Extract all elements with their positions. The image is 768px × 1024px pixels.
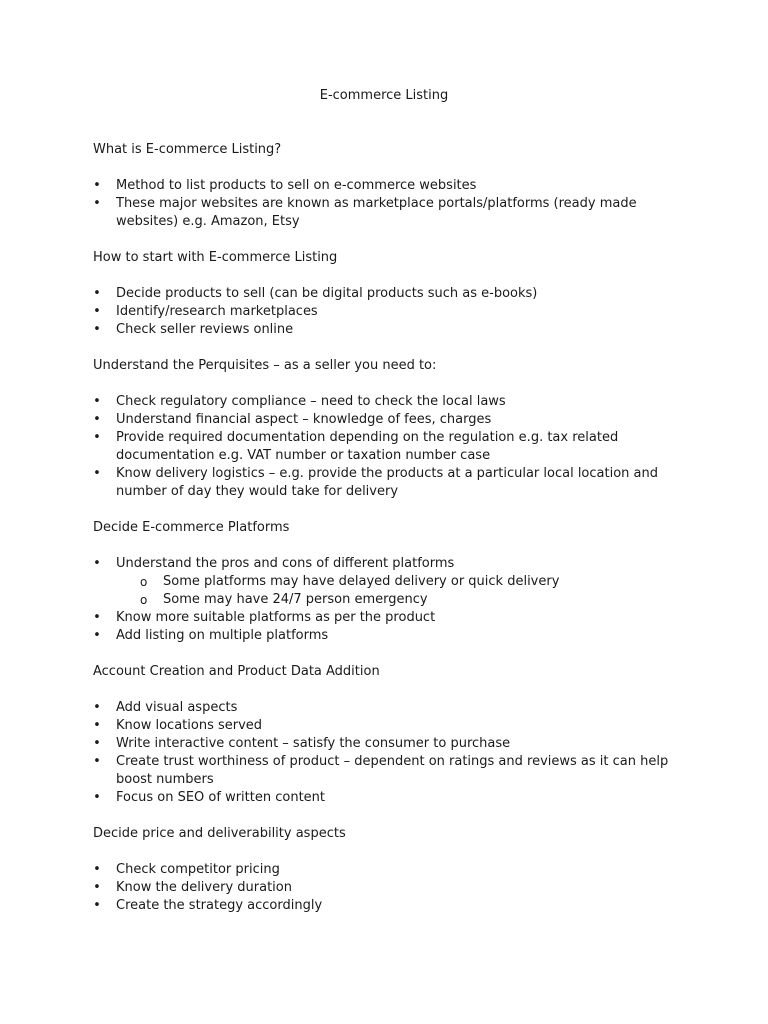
list-item-text: Create the strategy accordingly — [116, 898, 323, 913]
list-item-text: Know locations served — [116, 718, 263, 733]
list-item-text: Add visual aspects — [116, 700, 238, 715]
bullet-icon: • — [93, 286, 101, 301]
list-item — [93, 717, 673, 735]
bullet-icon: • — [93, 718, 101, 733]
sub-list-item-text: Some platforms may have delayed delivery or quick delivery — [163, 574, 560, 589]
bullet-icon: • — [93, 178, 101, 193]
bullet-icon: • — [93, 790, 101, 805]
bullet-icon: • — [93, 628, 101, 643]
bullet-icon: • — [93, 880, 101, 895]
list-item — [93, 285, 673, 303]
list-item — [93, 879, 673, 897]
bullet-icon: • — [93, 736, 101, 751]
section-heading: Account Creation and Product Data Addition — [93, 664, 380, 679]
section — [93, 663, 673, 807]
list-item — [93, 303, 673, 321]
bullet-icon: • — [93, 556, 101, 571]
list-item-text: Understand the pros and cons of different platforms — [116, 556, 455, 571]
list-item — [93, 465, 673, 501]
list-item-text: Create trust worthiness of product – dependent on ratings and reviews as it can help boost numbers — [116, 754, 669, 787]
bullet-icon: • — [93, 304, 101, 319]
list-item — [93, 177, 673, 195]
bullet-list — [93, 285, 673, 339]
list-item — [93, 699, 673, 717]
section — [93, 519, 673, 645]
list-item — [93, 735, 673, 753]
list-item — [93, 555, 673, 609]
section-heading: Understand the Perquisites – as a seller you need to: — [93, 358, 437, 373]
document-page — [93, 87, 673, 933]
section — [93, 357, 673, 501]
bullet-list — [93, 699, 673, 807]
list-item-text: Provide required documentation depending on the regulation e.g. tax related documentation e.g. VAT number or taxation number case — [116, 430, 619, 463]
bullet-icon: • — [93, 430, 101, 445]
list-item-text: Identify/research marketplaces — [116, 304, 318, 319]
list-item-text: Understand financial aspect – knowledge of fees, charges — [116, 412, 492, 427]
list-item — [93, 861, 673, 879]
list-item — [93, 627, 673, 645]
section-heading: Decide price and deliverability aspects — [93, 826, 346, 841]
section — [93, 825, 673, 915]
section-heading: Decide E-commerce Platforms — [93, 520, 290, 535]
list-item-text: Check competitor pricing — [116, 862, 280, 877]
circle-bullet-icon: o — [140, 575, 148, 589]
list-item — [93, 609, 673, 627]
bullet-icon: • — [93, 322, 101, 337]
bullet-icon: • — [93, 862, 101, 877]
list-item-text: Check regulatory compliance – need to check the local laws — [116, 394, 506, 409]
bullet-icon: • — [93, 754, 101, 769]
document-body — [93, 141, 673, 915]
list-item-text: Focus on SEO of written content — [116, 790, 326, 805]
document-title: E-commerce Listing — [319, 88, 449, 103]
list-item-text: Method to list products to sell on e-commerce websites — [116, 178, 477, 193]
section-heading: What is E-commerce Listing? — [93, 142, 282, 157]
list-item — [93, 789, 673, 807]
list-item-text: Check seller reviews online — [116, 322, 294, 337]
bullet-list — [93, 393, 673, 501]
section — [93, 249, 673, 339]
list-item — [93, 753, 673, 789]
bullet-icon: • — [93, 466, 101, 481]
list-item-text: These major websites are known as marketplace portals/platforms (ready made websites) e.g. Amazon, Etsy — [116, 196, 637, 229]
list-item-text: Decide products to sell (can be digital products such as e-books) — [116, 286, 538, 301]
list-item — [93, 429, 673, 465]
bullet-icon: • — [93, 700, 101, 715]
list-item — [93, 897, 673, 915]
section — [93, 141, 673, 231]
list-item — [93, 321, 673, 339]
bullet-list — [93, 177, 673, 231]
list-item-text: Add listing on multiple platforms — [116, 628, 329, 643]
list-item-text: Know delivery logistics – e.g. provide the products at a particular local location and number of day they would take for delivery — [116, 466, 658, 499]
bullet-list — [93, 861, 673, 915]
bullet-list — [93, 555, 673, 645]
bullet-icon: • — [93, 412, 101, 427]
bullet-icon: • — [93, 394, 101, 409]
sub-list-item — [140, 573, 673, 591]
circle-bullet-icon: o — [140, 593, 148, 607]
list-item — [93, 195, 673, 231]
list-item-text: Write interactive content – satisfy the consumer to purchase — [116, 736, 511, 751]
sub-list-item — [140, 591, 673, 609]
list-item — [93, 411, 673, 429]
list-item-text: Know more suitable platforms as per the product — [116, 610, 436, 625]
bullet-icon: • — [93, 610, 101, 625]
section-heading: How to start with E-commerce Listing — [93, 250, 338, 265]
list-item — [93, 393, 673, 411]
list-item-text: Know the delivery duration — [116, 880, 292, 895]
bullet-icon: • — [93, 898, 101, 913]
sub-bullet-list — [116, 573, 673, 609]
sub-list-item-text: Some may have 24/7 person emergency — [163, 592, 428, 607]
bullet-icon: • — [93, 196, 101, 211]
